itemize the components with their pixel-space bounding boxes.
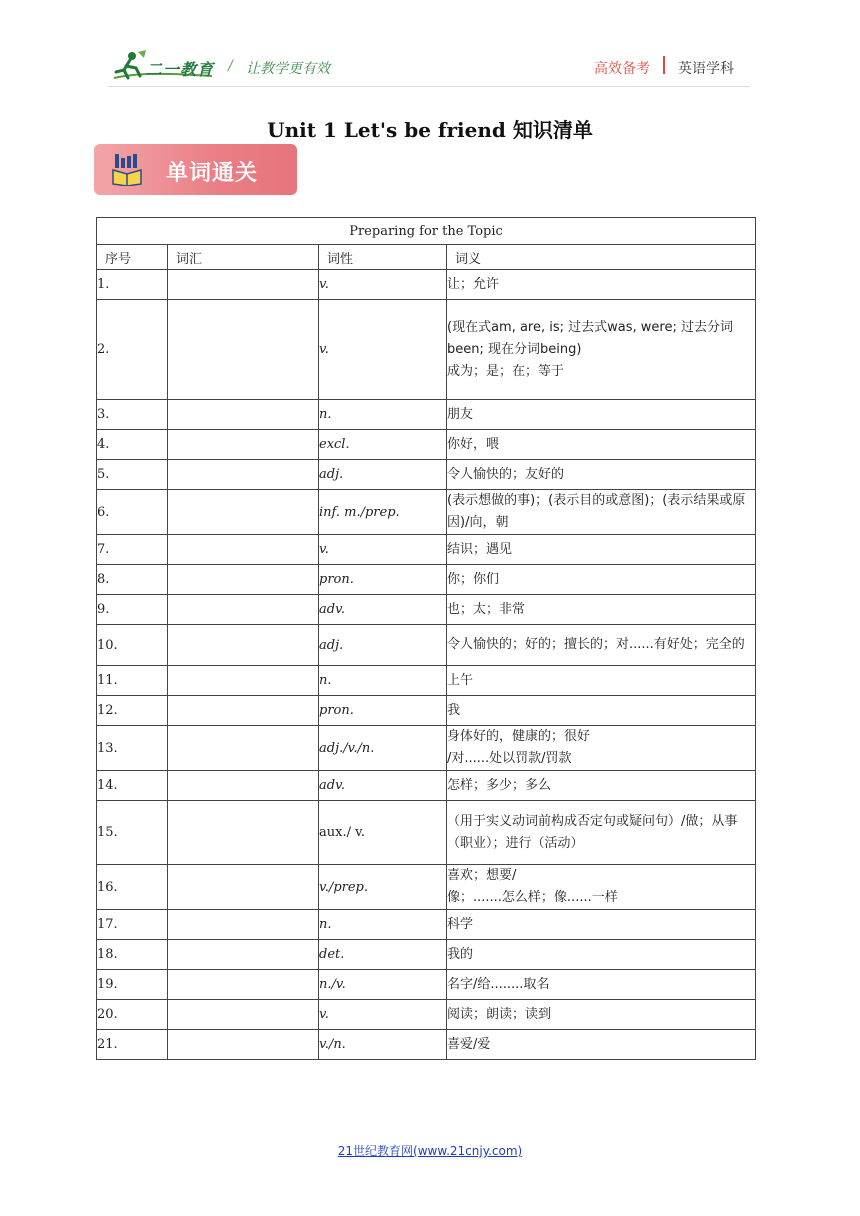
table-row <box>97 1030 756 1060</box>
page-header <box>0 0 860 100</box>
table-row <box>97 595 756 625</box>
row-word[interactable] <box>168 565 319 595</box>
row-number: 14. <box>97 771 168 801</box>
row-meaning: (表示想做的事)；(表示目的或意图)；(表示结果或原因)/向，朝 <box>447 490 756 535</box>
banner-label: 单词通关 <box>166 161 259 186</box>
header-part-of-speech: 词性 <box>319 245 447 270</box>
row-part-of-speech: adj./v./n. <box>319 726 447 771</box>
row-number: 1. <box>97 270 168 300</box>
row-part-of-speech: aux./ v. <box>319 801 447 865</box>
row-meaning: 结识；遇见 <box>447 535 756 565</box>
tag-subject: 英语学科 <box>678 61 734 77</box>
row-meaning: 我 <box>447 696 756 726</box>
row-meaning: 阅读；朗读；读到 <box>447 1000 756 1030</box>
row-meaning: 我的 <box>447 940 756 970</box>
row-part-of-speech: n. <box>319 666 447 696</box>
row-word[interactable] <box>168 970 319 1000</box>
row-meaning: 怎样；多少；多么 <box>447 771 756 801</box>
row-part-of-speech: n. <box>319 400 447 430</box>
row-number: 7. <box>97 535 168 565</box>
row-meaning: 名字/给........取名 <box>447 970 756 1000</box>
table-row <box>97 300 756 400</box>
header-divider <box>663 56 665 74</box>
table-caption-row <box>97 218 756 245</box>
table-row <box>97 565 756 595</box>
table-row <box>97 1000 756 1030</box>
row-number: 15. <box>97 801 168 865</box>
row-word[interactable] <box>168 595 319 625</box>
row-word[interactable] <box>168 270 319 300</box>
row-part-of-speech: adj. <box>319 625 447 666</box>
row-word[interactable] <box>168 430 319 460</box>
row-number: 5. <box>97 460 168 490</box>
section-banner <box>94 144 297 195</box>
row-word[interactable] <box>168 771 319 801</box>
row-meaning: 也；太；非常 <box>447 595 756 625</box>
row-part-of-speech: n./v. <box>319 970 447 1000</box>
row-meaning: 令人愉快的；友好的 <box>447 460 756 490</box>
table-row <box>97 666 756 696</box>
row-word[interactable] <box>168 490 319 535</box>
table-row <box>97 270 756 300</box>
table-caption: Preparing for the Topic <box>97 218 756 245</box>
row-meaning: 让；允许 <box>447 270 756 300</box>
table-row <box>97 940 756 970</box>
row-number: 12. <box>97 696 168 726</box>
row-number: 6. <box>97 490 168 535</box>
row-number: 19. <box>97 970 168 1000</box>
row-part-of-speech: v. <box>319 270 447 300</box>
row-word[interactable] <box>168 666 319 696</box>
row-meaning: (现在式am, are, is; 过去式was, were; 过去分词been; 现在分词being) 成为；是；在；等于 <box>447 300 756 400</box>
logo-text: 二一教育 <box>146 60 215 79</box>
book-icon <box>112 152 142 186</box>
row-word[interactable] <box>168 726 319 771</box>
table-row <box>97 460 756 490</box>
row-number: 9. <box>97 595 168 625</box>
row-number: 21. <box>97 1030 168 1060</box>
row-part-of-speech: v./n. <box>319 1030 447 1060</box>
row-part-of-speech: n. <box>319 910 447 940</box>
row-word[interactable] <box>168 300 319 400</box>
row-part-of-speech: adv. <box>319 771 447 801</box>
row-word[interactable] <box>168 865 319 910</box>
table-row <box>97 430 756 460</box>
table-row <box>97 726 756 771</box>
row-part-of-speech: v. <box>319 1000 447 1030</box>
row-part-of-speech: inf. m./prep. <box>319 490 447 535</box>
row-part-of-speech: pron. <box>319 565 447 595</box>
footer-link[interactable]: 21世纪教育网(www.21cnjy.com) <box>337 1144 523 1158</box>
row-word[interactable] <box>168 910 319 940</box>
row-part-of-speech: v. <box>319 300 447 400</box>
table-row <box>97 865 756 910</box>
page-title: Unit 1 Let's be friend 知识清单 <box>267 118 593 142</box>
row-number: 13. <box>97 726 168 771</box>
row-word[interactable] <box>168 460 319 490</box>
row-part-of-speech: adj. <box>319 460 447 490</box>
row-meaning: 上午 <box>447 666 756 696</box>
row-word[interactable] <box>168 940 319 970</box>
table-row <box>97 400 756 430</box>
table-row <box>97 696 756 726</box>
row-number: 17. <box>97 910 168 940</box>
row-word[interactable] <box>168 400 319 430</box>
tag-exam-prep: 高效备考 <box>594 61 650 77</box>
table-row <box>97 535 756 565</box>
row-meaning: 你好，喂 <box>447 430 756 460</box>
header-number: 序号 <box>97 245 168 270</box>
slogan: 让教学更有效 <box>246 61 330 77</box>
table-row <box>97 910 756 940</box>
row-word[interactable] <box>168 1000 319 1030</box>
row-number: 10. <box>97 625 168 666</box>
row-word[interactable] <box>168 625 319 666</box>
header-meaning: 词义 <box>447 245 756 270</box>
vocabulary-table <box>96 217 756 1060</box>
row-meaning: 令人愉快的；好的；擅长的；对......有好处；完全的 <box>447 625 756 666</box>
row-word[interactable] <box>168 801 319 865</box>
slogan-separator: / <box>228 58 233 74</box>
header-rule <box>108 86 750 87</box>
row-meaning: （用于实义动词前构成否定句或疑问句）/做；从事（职业）；进行（活动） <box>447 801 756 865</box>
row-part-of-speech: v. <box>319 535 447 565</box>
row-number: 20. <box>97 1000 168 1030</box>
row-word[interactable] <box>168 696 319 726</box>
row-part-of-speech: pron. <box>319 696 447 726</box>
table-row <box>97 771 756 801</box>
row-meaning: 喜爱/爱 <box>447 1030 756 1060</box>
row-number: 16. <box>97 865 168 910</box>
row-meaning: 身体好的，健康的；很好 /对......处以罚款/罚款 <box>447 726 756 771</box>
table-row <box>97 970 756 1000</box>
table-row <box>97 801 756 865</box>
row-part-of-speech: adv. <box>319 595 447 625</box>
row-number: 8. <box>97 565 168 595</box>
row-meaning: 你；你们 <box>447 565 756 595</box>
row-part-of-speech: excl. <box>319 430 447 460</box>
row-number: 4. <box>97 430 168 460</box>
row-meaning: 科学 <box>447 910 756 940</box>
row-number: 18. <box>97 940 168 970</box>
row-part-of-speech: det. <box>319 940 447 970</box>
table-row <box>97 490 756 535</box>
table-row <box>97 625 756 666</box>
row-meaning: 喜欢；想要/ 像；.......怎么样；像......一样 <box>447 865 756 910</box>
row-word[interactable] <box>168 1030 319 1060</box>
table-header-row <box>97 245 756 270</box>
row-part-of-speech: v./prep. <box>319 865 447 910</box>
row-number: 3. <box>97 400 168 430</box>
row-number: 11. <box>97 666 168 696</box>
row-meaning: 朋友 <box>447 400 756 430</box>
header-word: 词汇 <box>168 245 319 270</box>
row-number: 2. <box>97 300 168 400</box>
row-word[interactable] <box>168 535 319 565</box>
